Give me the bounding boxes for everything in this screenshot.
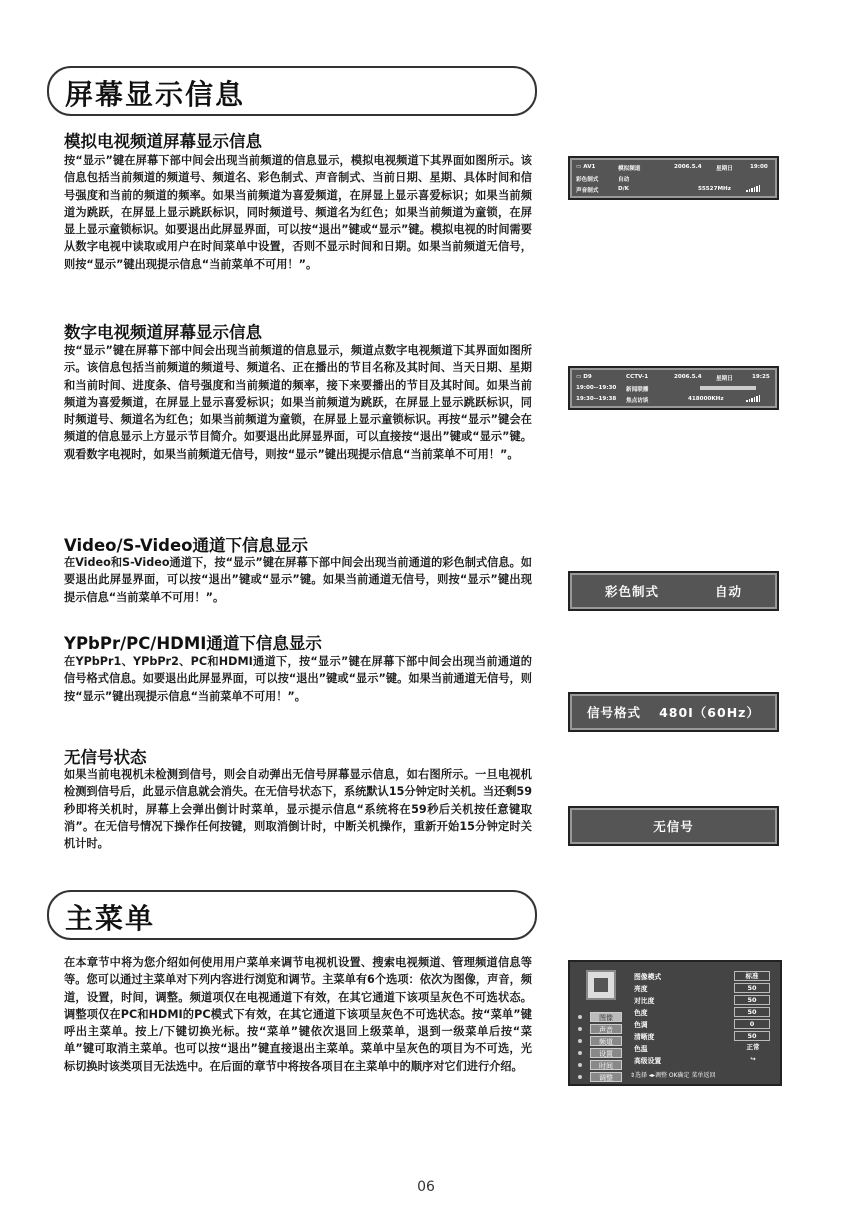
tab-setup[interactable]: 设置 — [590, 1048, 622, 1058]
menu-row-advanced[interactable] — [634, 1055, 774, 1065]
progress-bar — [700, 386, 756, 390]
signal-strength-icon — [746, 395, 761, 402]
osd-weekday: 星期日 — [716, 376, 733, 382]
menu-row-label: 清晰度 — [634, 1033, 655, 1041]
signal-format-label: 信号格式 — [587, 705, 642, 720]
tab-channel[interactable]: 频道 — [590, 1036, 622, 1046]
digital-osd-row1 — [576, 374, 592, 380]
osd-color-label: 彩色制式 — [576, 177, 599, 183]
picture-icon — [586, 970, 616, 1000]
tab-bullet-icon — [578, 1027, 582, 1031]
section-title: 主菜单 — [65, 902, 156, 935]
analog-osd-row1 — [576, 164, 595, 170]
nosignal-text: 如果当前电视机未检测到信号，则会自动弹出无信号屏幕显示信息，如右图所示。一旦电视机检测到信号后，此显示信息就会消失。在无信号状态下，系统默认15分钟定时关机。当还剩59秒即将关机时，屏幕上会弹出倒计时菜单，显示提示信息“系统将在59秒后关机按任意键取消”。在无信号情况下操作任何按键，则取消倒计时，中断关机操作，重新开始15分钟定时关机计时。 — [64, 768, 532, 851]
osd-next-time: 19:30--19:38 — [576, 396, 617, 402]
tab-bullet-icon — [578, 1063, 582, 1067]
main-menu-text: 在本章节中将为您介绍如何使用用户菜单来调节电视机设置、搜索电视频道、管理频道信息等等。您可以通过主菜单对下列内容进行浏览和调节。主菜单有6个选项：依次为图像，声音，频道，设置，时间，调整。频道项仅在电视通道下有效，在其它通道下该项呈灰色不可选状态。调整项仅在PC和HDMI的PC模式下有效，在其它通道下该项呈灰色不可选状态。按“菜单”键呼出主菜单。按上/下键切换光标。按“菜单”键依次退回上级菜单，退到一级菜单后按“菜单”键可取消主菜单。也可以按“退出”键直接退出主菜单。菜单中呈灰色的项目为不可选，光标切换时该类项目无法选中。在后面的章节中将按各项目在主菜单中的顺序对它们进行介绍。 — [64, 956, 532, 1073]
color-system-label: 彩色制式 — [604, 584, 659, 599]
menu-row-tint[interactable] — [634, 1019, 774, 1029]
tab-picture[interactable]: 图像 — [590, 1012, 622, 1022]
menu-row-label: 对比度 — [634, 997, 655, 1005]
color-system-value: 自动 — [715, 584, 743, 599]
tab-sound[interactable]: 声音 — [590, 1024, 622, 1034]
analog-heading: 模拟电视频道屏幕显示信息 — [64, 132, 262, 151]
osd-now-time: 19:00--19:30 — [576, 385, 617, 391]
tab-time[interactable]: 时间 — [590, 1060, 622, 1070]
tab-bullet-icon — [578, 1015, 582, 1019]
osd-time: 19:00 — [750, 164, 768, 170]
menu-row-label: 色度 — [634, 1009, 648, 1017]
main-menu-screen — [568, 960, 782, 1086]
menu-row-value: 50 — [734, 995, 770, 1005]
color-system-osd — [568, 571, 779, 611]
digital-osd-screen — [568, 366, 779, 410]
osd-channel: D9 — [583, 374, 592, 380]
enter-arrow-icon: ↪ — [750, 1055, 756, 1063]
menu-row-brightness[interactable] — [634, 983, 774, 993]
tab-bullet-icon — [578, 1051, 582, 1055]
tab-adjust[interactable]: 调整 — [590, 1072, 622, 1082]
osd-frequency: 55527MHz — [698, 186, 731, 192]
menu-footer-hints: ⇕选择 ◂▸调整 OK确定 菜单返回 — [630, 1072, 716, 1079]
tab-bullet-icon — [578, 1039, 582, 1043]
signal-format-osd — [568, 692, 779, 732]
menu-row-picture-mode[interactable] — [634, 971, 774, 981]
menu-row-sharpness[interactable] — [634, 1031, 774, 1041]
osd-channel-name: CCTV-1 — [626, 374, 649, 380]
osd-color-value: 自动 — [618, 177, 630, 183]
analog-text: 按“显示”键在屏幕下部中间会出现当前频道的信息显示，模拟电视频道下其界面如图所示。该信息包括当前频道的频道号、频道名、彩色制式、声音制式、当前日期、星期、具体时间和信号强度和当前的频道的频率。如果当前频道为喜爱频道，在屏显上显示喜爱标识；如果当前频道为跳跃，在屏显上显示跳跃标识，同时频道号、频道名为红色；如果当前频道为童锁，在屏显上显示童锁标识。如要退出此屏显界面，可以按“退出”键或“显示”键。模拟电视的时间需要从数字电视中读取或用户在时间菜单中设置，否则不显示时间和日期。如果当前频道无信号，则按“显示”键出现提示信息“当前菜单不可用！”。 — [64, 154, 532, 271]
menu-row-color-temp[interactable] — [634, 1043, 774, 1053]
tab-bullet-icon — [578, 1075, 582, 1079]
section-header-osd — [47, 66, 537, 116]
menu-row-value: 0 — [734, 1019, 770, 1029]
osd-now-program: 新闻联播 — [626, 387, 649, 393]
menu-row-color[interactable] — [634, 1007, 774, 1017]
menu-row-value: 正常 — [746, 1043, 760, 1051]
analog-osd-screen — [568, 156, 779, 200]
tv-icon: ▭ — [576, 164, 582, 170]
nosignal-heading: 无信号状态 — [64, 748, 147, 767]
video-text: 在Video和S-Video通道下，按“显示”键在屏幕下部中间会出现当前通道的彩色制式信息。如要退出此屏显界面，可以按“退出”键或“显示”键。如果当前通道无信号，则按“显示”键出现提示信息“当前菜单不可用！”。 — [64, 556, 532, 604]
digital-text: 按“显示”键在屏幕下部中间会出现当前频道的信息显示，频道点数字电视频道下其界面如图所示。该信息包括当前频道的频道号、频道名、正在播出的节目名称及其时间、当天日期、星期和当前时间、进度条、信号强度和当前频道的频率，接下来要播出的节目及其时间。如果当前频道为喜爱频道，在屏显上显示喜爱标识；如果当前频道为跳跃，在屏显上显示跳跃标识，同时频道号、频道名为红色；如果当前频道为童锁，在屏显上显示童锁标识。再按“显示”键会在频道的信息显示上方显示节目简介。如要退出此屏显界面，可以直接按“退出”键或“显示”键。观看数字电视时，如果当前频道无信号，则按“显示”键出现提示信息“当前菜单不可用！”。 — [64, 344, 532, 461]
menu-row-label: 高级设置 — [634, 1057, 662, 1065]
menu-row-value: 50 — [734, 1031, 770, 1041]
tv-icon: ▭ — [576, 374, 582, 380]
osd-channel: AV1 — [583, 164, 596, 170]
signal-format-value: 480I（60Hz） — [659, 705, 760, 720]
osd-weekday: 星期日 — [716, 166, 733, 172]
page-number: 06 — [417, 1179, 435, 1195]
section-header-main-menu — [47, 890, 537, 940]
digital-heading: 数字电视频道屏幕显示信息 — [64, 323, 262, 342]
nosignal-osd — [568, 806, 779, 846]
osd-sound-label: 声音制式 — [576, 188, 599, 194]
ypbpr-text: 在YPbPr1、YPbPr2、PC和HDMI通道下，按“显示”键在屏幕下部中间会出现当前通道的信号格式信息。如要退出此屏显界面，可以按“退出”键或“显示”键。如果当前通道无信号，则按“显示”键出现提示信息“当前菜单不可用！”。 — [64, 655, 532, 703]
osd-time: 19:25 — [752, 374, 770, 380]
osd-next-program: 焦点访谈 — [626, 398, 649, 404]
video-heading: Video/S-Video通道下信息显示 — [64, 536, 309, 555]
menu-row-label: 亮度 — [634, 985, 648, 993]
menu-row-contrast[interactable] — [634, 995, 774, 1005]
menu-tab-column — [574, 966, 626, 1082]
menu-row-value: 标准 — [734, 971, 770, 981]
ypbpr-heading: YPbPr/PC/HDMI通道下信息显示 — [64, 634, 322, 653]
osd-sound-value: D/K — [618, 186, 630, 192]
menu-row-label: 图像模式 — [634, 973, 662, 981]
osd-frequency: 418000KHz — [688, 396, 724, 402]
menu-row-value: 50 — [734, 1007, 770, 1017]
osd-date: 2006.5.4 — [674, 164, 702, 170]
nosignal-label: 无信号 — [653, 819, 694, 834]
menu-row-label: 色温 — [634, 1045, 648, 1053]
signal-strength-icon — [746, 185, 761, 192]
section-title: 屏幕显示信息 — [65, 78, 246, 111]
osd-date: 2006.5.4 — [674, 374, 702, 380]
menu-item-list — [630, 967, 776, 1071]
menu-row-label: 色调 — [634, 1021, 648, 1029]
menu-row-value: 50 — [734, 983, 770, 993]
osd-channel-name: 模拟频道 — [618, 166, 641, 172]
